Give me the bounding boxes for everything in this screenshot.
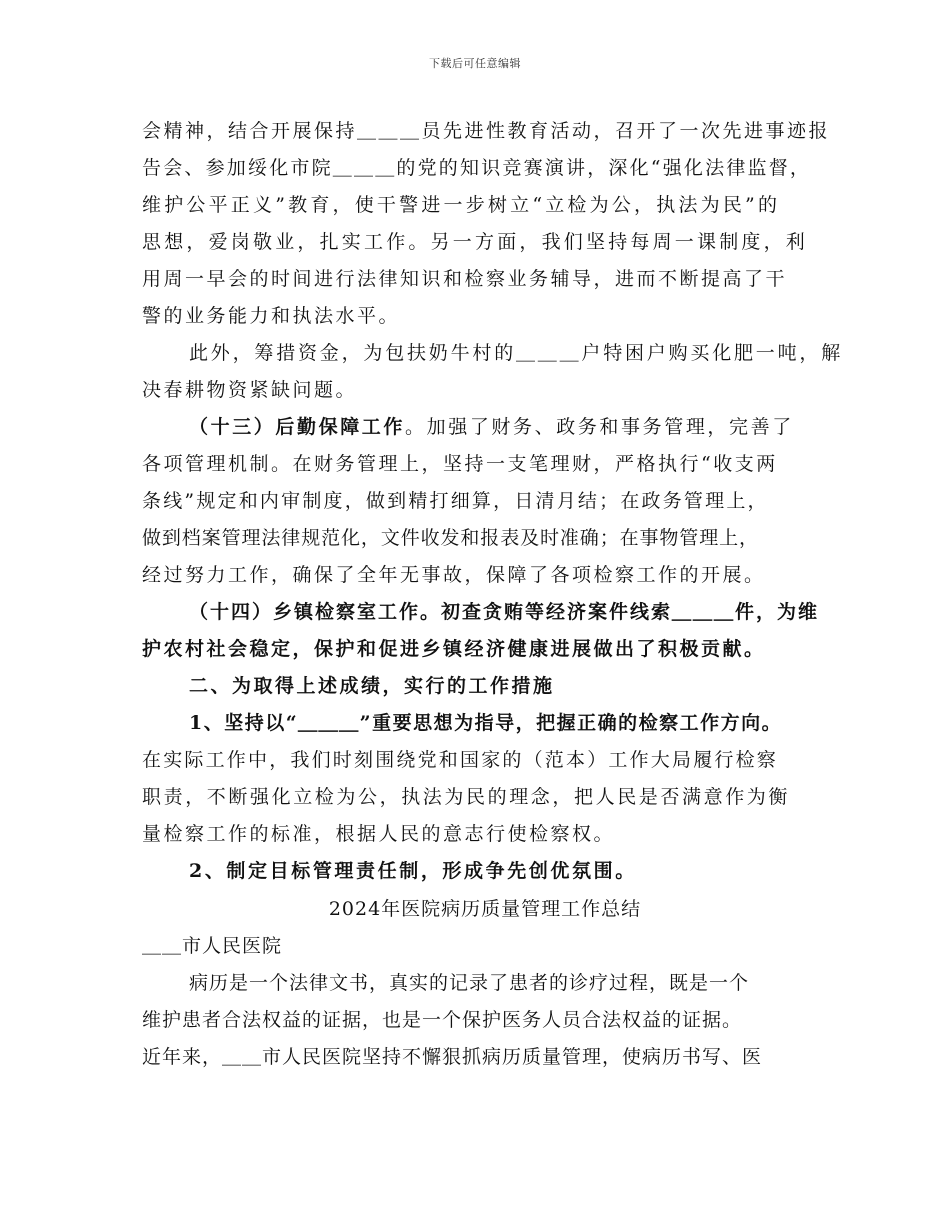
text-line: 告会、参加绥化市院＿＿＿的党的知识竞赛演讲，深化“强化法律监督，: [142, 157, 812, 179]
text-line: 维护公平正义”教育，使干警进一步树立“立检为公，执法为民”的: [142, 194, 781, 216]
text-line: 条线”规定和内审制度，做到精打细算，日清月结；在政务管理上，: [142, 490, 769, 512]
text-line: 决春耕物资紧缺问题。: [142, 379, 358, 401]
text-line: 量检察工作的标准，根据人民的意志行使检察权。: [142, 823, 616, 845]
text-line: 二、为取得上述成绩，实行的工作措施: [189, 675, 555, 697]
text-line: ＿＿市人民医院: [142, 935, 283, 957]
text-line: （十四）乡镇检察室工作。初查贪贿等经济案件线索＿＿＿件，为维: [189, 601, 820, 623]
text-line: 经过努力工作，确保了全年无事故，保障了各项检察工作的开展。: [142, 564, 766, 586]
text-line: 各项管理机制。在财务管理上，坚持一支笔理财，严格执行“收支两: [142, 453, 778, 475]
text-line: 做到档案管理法律规范化，文件收发和报表及时准确；在事物管理上，: [142, 527, 759, 549]
heading-continuation: 。加强了财务、政务和事务管理，完善了: [405, 416, 794, 438]
text-line: 1、坚持以“＿＿＿”重要思想为指导，把握正确的检察工作方向。: [189, 712, 783, 734]
text-line: 会精神，结合开展保持＿＿＿员先进性教育活动，召开了一次先进事迹报: [142, 120, 831, 142]
bold-heading: （十三）后勤保障工作: [189, 416, 406, 438]
text-line: 在实际工作中，我们时刻围绕党和国家的（范本）工作大局履行检察: [142, 749, 779, 771]
text-line: 思想，爱岗敬业，扎实工作。另一方面，我们坚持每周一课制度，利: [142, 231, 809, 253]
text-line: 维护患者合法权益的证据，也是一个保护医务人员合法权益的证据。: [142, 1009, 743, 1031]
text-line: 近年来，＿＿市人民医院坚持不懈狠抓病历质量管理，使病历书写、医: [142, 1046, 763, 1068]
text-line: 职责，不断强化立检为公，执法为民的理念，把人民是否满意作为衡: [142, 786, 791, 808]
section-title: 2024年医院病历质量管理工作总结: [328, 898, 642, 920]
text-line: 病历是一个法律文书，真实的记录了患者的诊疗过程，既是一个: [189, 972, 750, 994]
page-header: 下载后可任意编辑: [429, 57, 521, 70]
text-line: [189, 414, 794, 440]
text-line: 此外，筹措资金，为包扶奶牛村的＿＿＿户特困户购买化肥一吨，解: [189, 342, 844, 364]
text-line: 护农村社会稳定，保护和促进乡镇经济健康进展做出了积极贡献。: [142, 638, 766, 660]
text-line: 警的业务能力和执法水平。: [142, 305, 401, 327]
text-line: 2、制定目标管理责任制，形成争先创优氛围。: [189, 860, 637, 882]
text-line: 用周一早会的时间进行法律知识和检察业务辅导，进而不断提高了干: [142, 268, 788, 290]
